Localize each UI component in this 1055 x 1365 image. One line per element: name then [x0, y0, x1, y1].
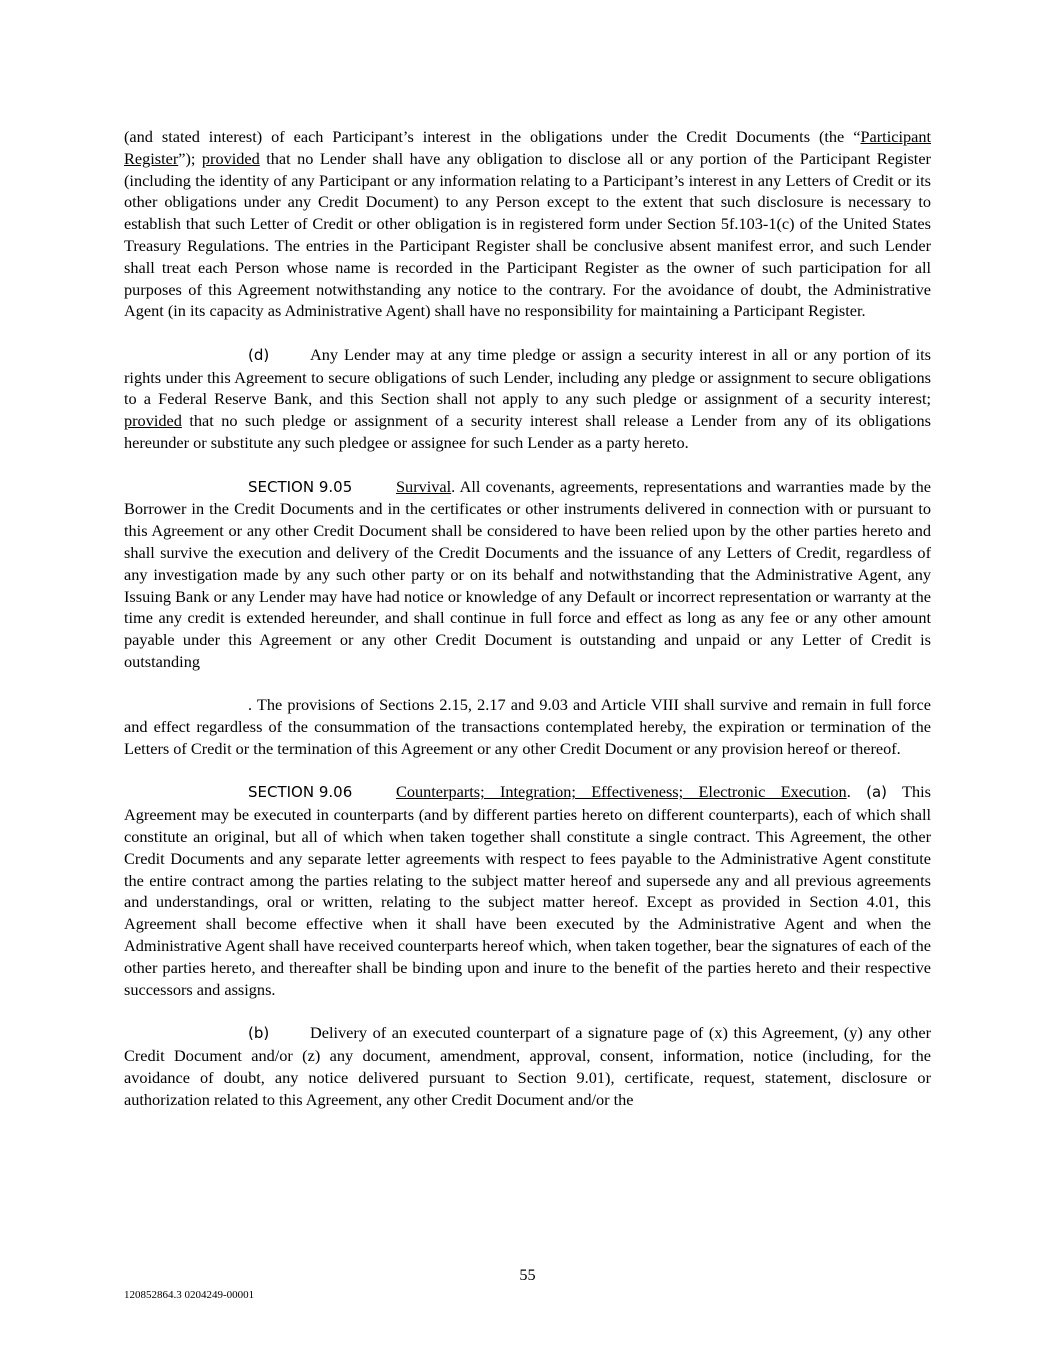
- section-title-counterparts: Counterparts; Integration; Effectiveness; Electronic Execution: [396, 782, 847, 802]
- text-run: that no such pledge or assignment of a security interest shall release a Lender from any of its obligations hereunder or substitute any such pledgee or assignee for such Lender as a party hereto.: [124, 411, 931, 453]
- section-9-05-continuation: [124, 694, 931, 759]
- clause-label-d: (d): [248, 345, 270, 364]
- paragraph-participant-register: [124, 126, 931, 322]
- section-9-05-paragraph: [124, 476, 931, 673]
- text-run: The provisions of Sections 2.15, 2.17 and 9.03 and Article VIII shall survive and remain in full force and effect regardless of the consummation of the transactions contemplated hereby, the expiration or termination of the Letters of Credit or the termination of this Agreement or any other Credit Document or any provision hereof or thereof.: [124, 695, 931, 758]
- text-run: ”);: [178, 148, 202, 168]
- text-run: .: [846, 782, 867, 802]
- text-run: Delivery of an executed counterpart of a signature page of (x) this Agreement, (y) any other Credit Document and/or (z) any document, amendment, approval, consent, information, notice (including, for the avoidance of doubt, any notice delivered pursuant to Section 9.01), certificate, request, statement, disclosure or authorization related to this Agreement, any other Credit Document and/or the: [124, 1023, 931, 1109]
- text-run: . All covenants, agreements, representations and warranties made by the Borrower in the Credit Documents and in the certificates or other instruments delivered in connection with or pursuant to this Agreement or any other Credit Document shall be considered to have been relied upon by the other parties hereto and shall survive the execution and delivery of the Credit Documents and the issuance of any Letters of Credit, regardless of any investigation made by any such other party or on its behalf and notwithstanding that the Administrative Agent, any Issuing Bank or any Lender may have had notice or knowledge of any Default or incorrect representation or warranty at the time any credit is extended hereunder, and shall continue in full force and effect as long as any fee or any other amount payable under this Agreement or any other Credit Document is outstanding and unpaid or any Letter of Credit is outstanding: [124, 476, 931, 671]
- text-run: (and stated interest) of each Participant’s interest in the obligations under the Credit Documents (the “: [124, 127, 861, 146]
- clause-label-a: (a): [866, 783, 888, 802]
- paragraph-d: [124, 344, 931, 454]
- provided-term: provided: [124, 411, 182, 431]
- text-run: This Agreement may be executed in counterparts (and by different parties hereto on different counterparts), each of which shall constitute an original, but all of which when taken together shall constitute a single contract. This Agreement, the other Credit Documents and any separate letter agreements with respect to fees payable to the Administrative Agent constitute the entire contract among the parties relating to the subject matter hereof and supersede any and all previous agreements and understandings, oral or written, relating to the subject matter hereof. Except as provided in Section 4.01, this Agreement shall become effective when it shall have been executed by the Administrative Agent and when the Administrative Agent shall have received counterparts hereof which, when taken together, bear the signatures of each of the other parties hereto, and thereafter shall be binding upon and inure to the benefit of the parties hereto and their respective successors and assigns.: [124, 782, 931, 999]
- provided-term: provided: [201, 148, 260, 168]
- text-run: that no Lender shall have any obligation to disclose all or any portion of the Participant Register (including the identity of any Participant or any information relating to a Participant’s interest in any Letters of Credit or its other obligations under any Credit Document) to any Person except to the extent that such disclosure is necessary to establish that such Letter of Credit or other obligation is in registered form under Section 5f.103-1(c) of the United States Treasury Regulations. The entries in the Participant Register shall be conclusive absent manifest error, and such Lender shall treat each Person whose name is recorded in the Participant Register as the owner of such participation for all purposes of this Agreement notwithstanding any notice to the contrary. For the avoidance of doubt, the Administrative Agent (in its capacity as Administrative Agent) shall have no responsibility for maintaining a Participant Register.: [124, 148, 931, 321]
- section-title-survival: Survival: [396, 476, 452, 496]
- page-number: 55: [519, 1265, 536, 1284]
- section-label-9-06: SECTION 9.06: [248, 783, 353, 802]
- document-id: 120852864.3 0204249-00001: [124, 1289, 255, 1301]
- paragraph-b: [124, 1022, 931, 1110]
- defined-term-participant-register: Participant Register: [124, 127, 931, 168]
- section-label-9-05: SECTION 9.05: [248, 477, 353, 496]
- section-9-06-paragraph-a: [124, 781, 931, 1000]
- leading-period: .: [248, 695, 253, 715]
- clause-label-b: (b): [248, 1024, 270, 1043]
- text-run: Any Lender may at any time pledge or assign a security interest in all or any portion of its rights under this Agreement to secure obligations of such Lender, including any pledge or assignment to secure obligations to a Federal Reserve Bank, and this Section shall not apply to any such pledge or assignment of a security interest;: [124, 344, 931, 409]
- document-body: [124, 126, 931, 1132]
